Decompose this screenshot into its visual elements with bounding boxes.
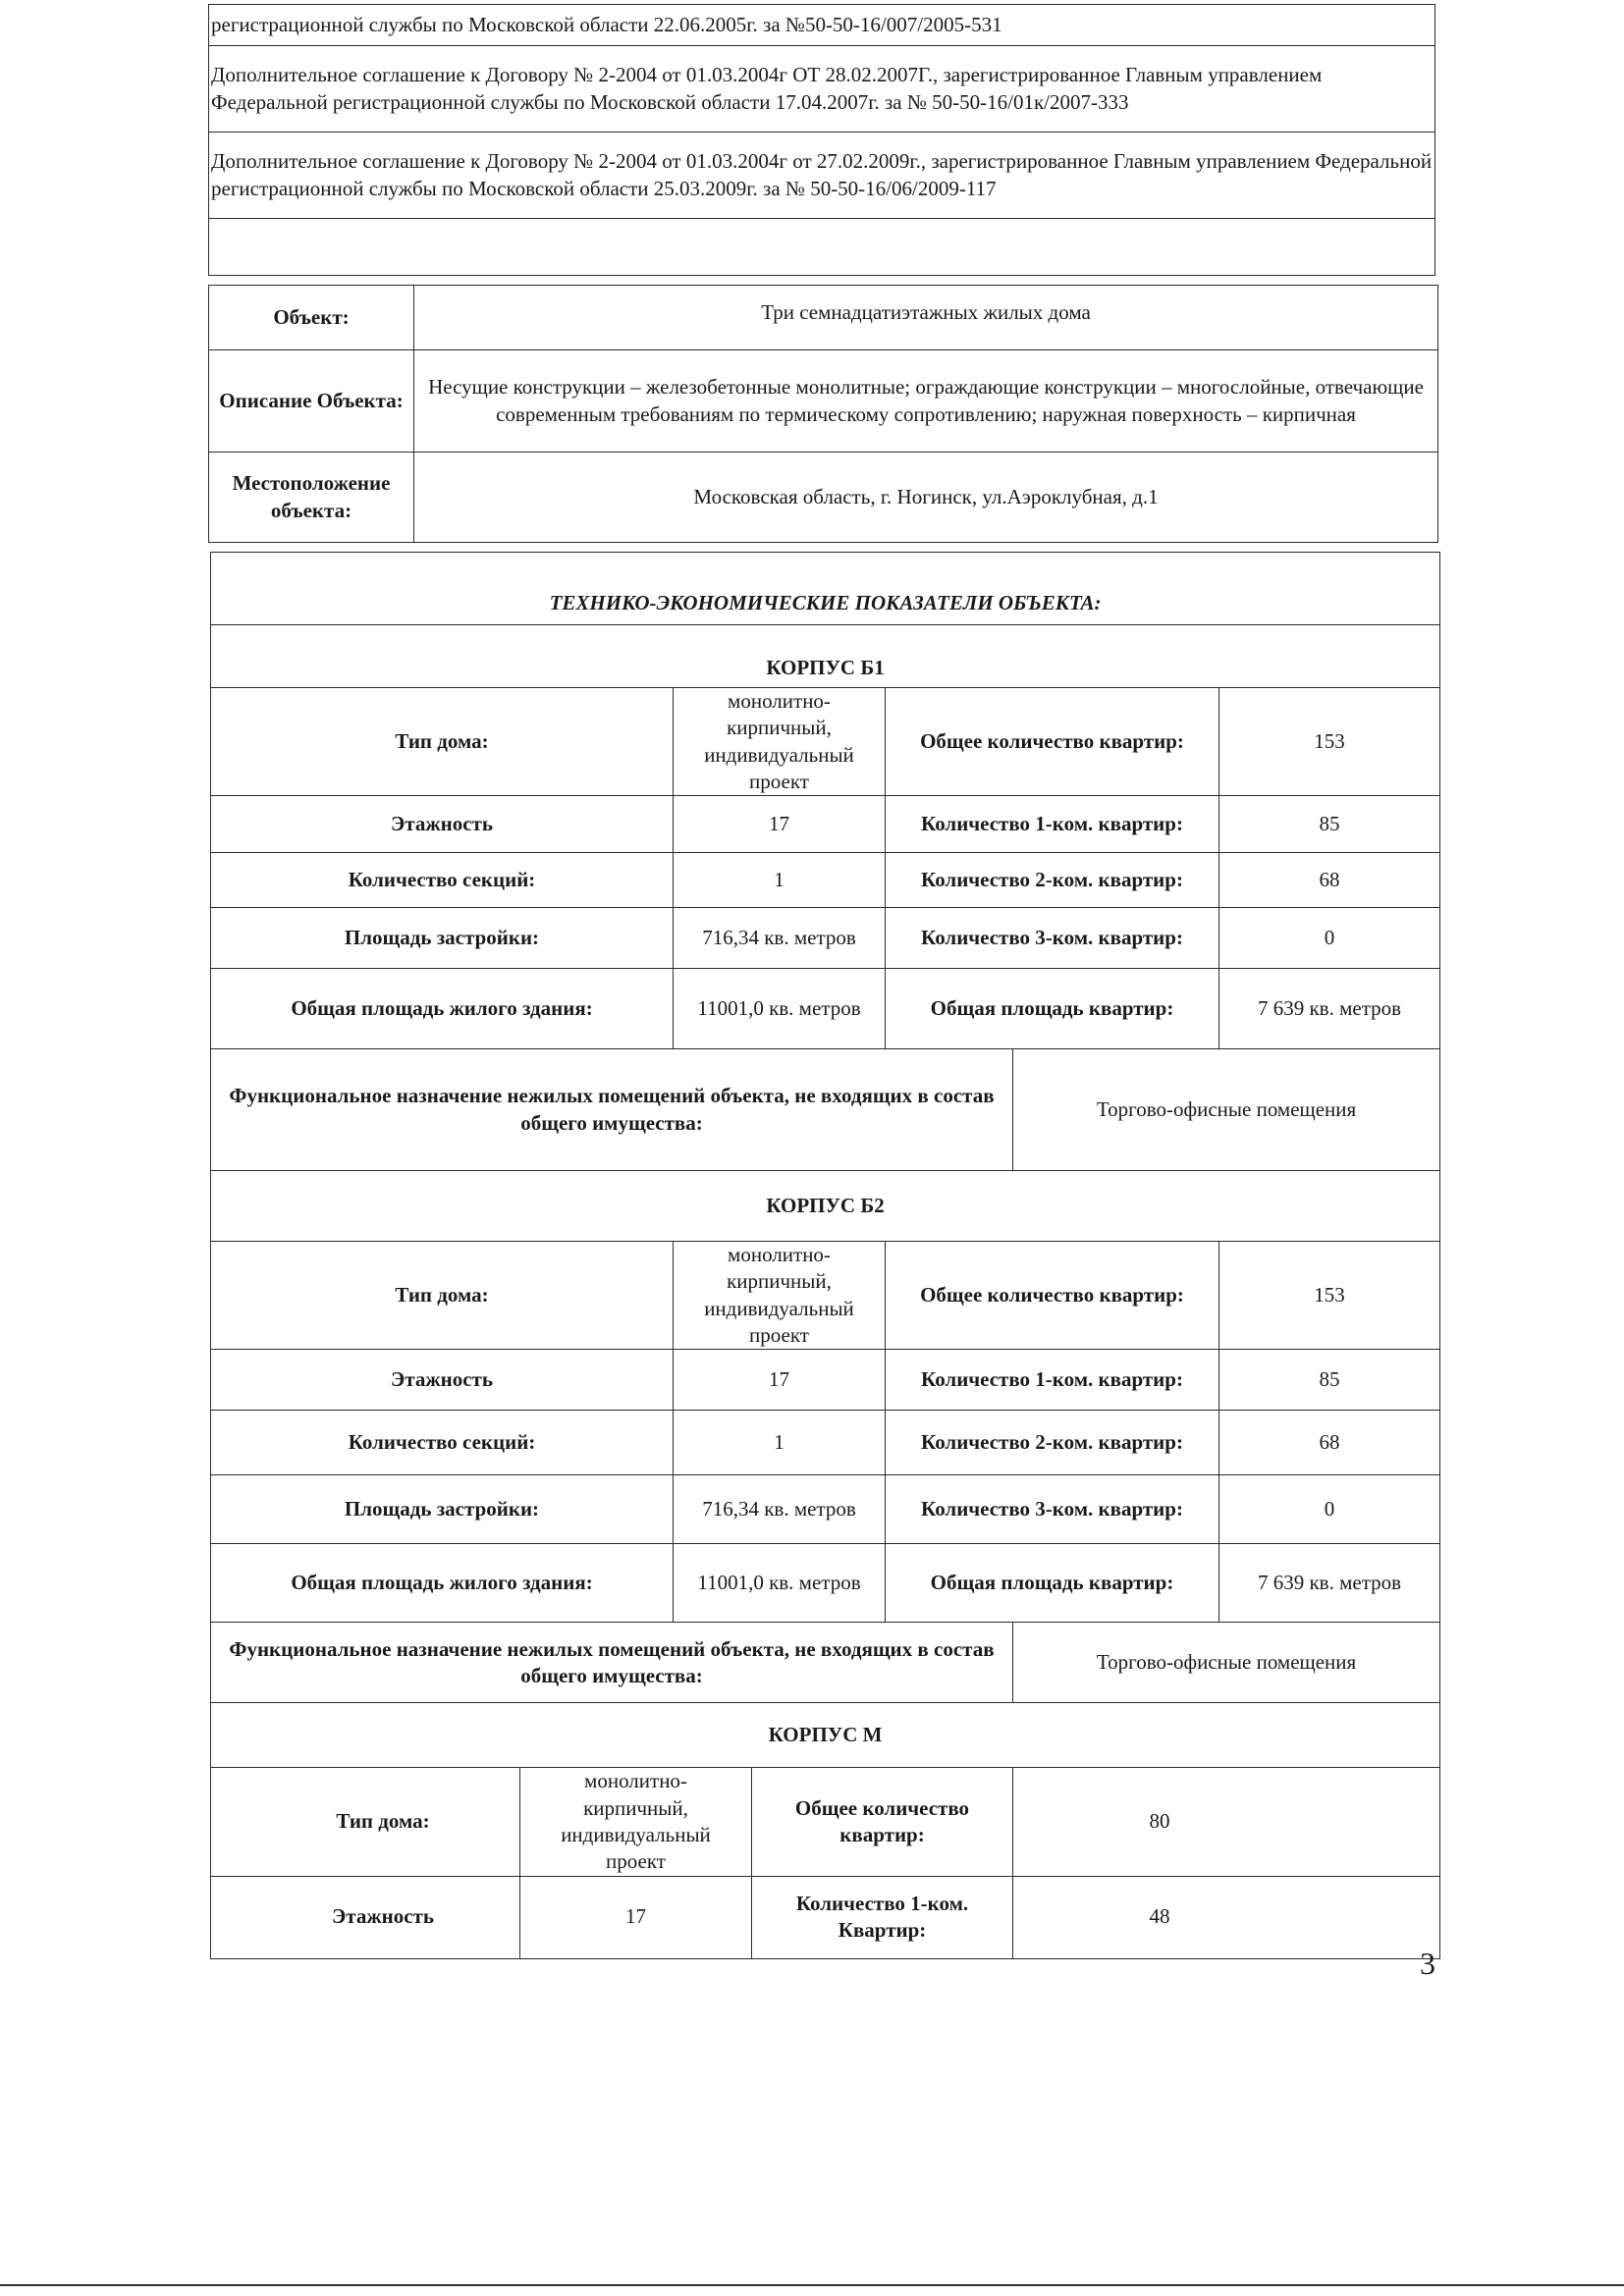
object-table [208,285,1438,543]
b2-sections-label: Количество секций: [211,1411,674,1475]
b2-house-type-label: Тип дома: [211,1242,674,1350]
tech-indicators-table [210,552,1440,1959]
b1-house-type-value: монолитно-кирпичный, индивидуальный проект [674,688,886,796]
b2-total-apartments-label: Общее количество квартир: [886,1242,1219,1350]
m-total-apartments-value: 80 [1013,1768,1440,1876]
b1-three-room-value: 0 [1219,908,1440,969]
registration-table [208,4,1435,276]
registration-row-empty [209,219,1435,276]
b2-floors-label: Этажность [211,1350,674,1411]
b2-footprint-value: 716,34 кв. метров [674,1475,886,1544]
b1-apartments-area-value: 7 639 кв. метров [1219,969,1440,1049]
section-heading-m: КОРПУС М [211,1703,1440,1768]
b1-floors-label: Этажность [211,796,674,853]
page-number: 3 [1420,1946,1435,1981]
b1-two-room-label: Количество 2-ком. квартир: [886,853,1219,908]
m-one-room-label: Количество 1-ком. Квартир: [752,1876,1013,1958]
b1-total-area-value: 11001,0 кв. метров [674,969,886,1049]
registration-row-1: регистрационной службы по Московской области 22.06.2005г. за №50-50-16/007/2005-531 [209,5,1435,46]
scan-edge-divider [0,2284,1624,2286]
object-value: Три семнадцатиэтажных жилых дома [414,286,1438,350]
b2-floors-value: 17 [674,1350,886,1411]
b2-purpose-label: Функциональное назначение нежилых помещений объекта, не входящих в состав общего имущества: [211,1623,1013,1703]
b2-purpose-value: Торгово-офисные помещения [1013,1623,1440,1703]
b2-footprint-label: Площадь застройки: [211,1475,674,1544]
b1-footprint-value: 716,34 кв. метров [674,908,886,969]
b1-purpose-label: Функциональное назначение нежилых помещений объекта, не входящих в состав общего имущества: [211,1049,1013,1171]
section-heading-b2: КОРПУС Б2 [211,1171,1440,1242]
location-value: Московская область, г. Ногинск, ул.Аэроклубная, д.1 [414,453,1438,543]
b2-apartments-area-label: Общая площадь квартир: [886,1544,1219,1623]
location-label: Местоположение объекта: [209,453,414,543]
m-house-type-label: Тип дома: [211,1768,520,1876]
b2-total-area-value: 11001,0 кв. метров [674,1544,886,1623]
m-floors-label: Этажность [211,1876,520,1958]
b2-total-area-label: Общая площадь жилого здания: [211,1544,674,1623]
b1-sections-label: Количество секций: [211,853,674,908]
b2-one-room-value: 85 [1219,1350,1440,1411]
b2-total-apartments-value: 153 [1219,1242,1440,1350]
b1-apartments-area-label: Общая площадь квартир: [886,969,1219,1049]
b1-floors-value: 17 [674,796,886,853]
m-total-apartments-label: Общее количество квартир: [752,1768,1013,1876]
tech-title: ТЕХНИКО-ЭКОНОМИЧЕСКИЕ ПОКАЗАТЕЛИ ОБЪЕКТА: [211,553,1440,625]
description-label: Описание Объекта: [209,350,414,453]
registration-row-3: Дополнительное соглашение к Договору № 2-2004 от 01.03.2004г от 27.02.2009г., зарегистрированное Главным управлением Федеральной регистрационной службы по Московской области 25.03.2009г. за № 50-50-16/06/2009-117 [209,133,1435,219]
b2-sections-value: 1 [674,1411,886,1475]
b1-house-type-label: Тип дома: [211,688,674,796]
m-floors-value: 17 [520,1876,752,1958]
b1-one-room-value: 85 [1219,796,1440,853]
section-heading-b1: КОРПУС Б1 [211,625,1440,688]
b1-three-room-label: Количество 3-ком. квартир: [886,908,1219,969]
b1-one-room-label: Количество 1-ком. квартир: [886,796,1219,853]
m-house-type-value: монолитно-кирпичный, индивидуальный проект [520,1768,752,1876]
b1-purpose-value: Торгово-офисные помещения [1013,1049,1440,1171]
b2-apartments-area-value: 7 639 кв. метров [1219,1544,1440,1623]
b2-three-room-value: 0 [1219,1475,1440,1544]
b1-two-room-value: 68 [1219,853,1440,908]
b1-sections-value: 1 [674,853,886,908]
object-label: Объект: [209,286,414,350]
b2-three-room-label: Количество 3-ком. квартир: [886,1475,1219,1544]
b2-house-type-value: монолитно-кирпичный, индивидуальный проект [674,1242,886,1350]
description-value: Несущие конструкции – железобетонные монолитные; ограждающие конструкции – многослойные, отвечающие современным требованиям по термическому сопротивлению; наружная поверхность – кирпичная [414,350,1438,453]
b2-one-room-label: Количество 1-ком. квартир: [886,1350,1219,1411]
b1-total-apartments-label: Общее количество квартир: [886,688,1219,796]
b1-total-apartments-value: 153 [1219,688,1440,796]
b1-total-area-label: Общая площадь жилого здания: [211,969,674,1049]
b1-footprint-label: Площадь застройки: [211,908,674,969]
registration-row-2: Дополнительное соглашение к Договору № 2-2004 от 01.03.2004г ОТ 28.02.2007Г., зарегистрированное Главным управлением Федеральной регистрационной службы по Московской области 17.04.2007г. за № 50-50-16/01к/2007-333 [209,46,1435,133]
b2-two-room-value: 68 [1219,1411,1440,1475]
b2-two-room-label: Количество 2-ком. квартир: [886,1411,1219,1475]
m-one-room-value: 48 [1013,1876,1440,1958]
